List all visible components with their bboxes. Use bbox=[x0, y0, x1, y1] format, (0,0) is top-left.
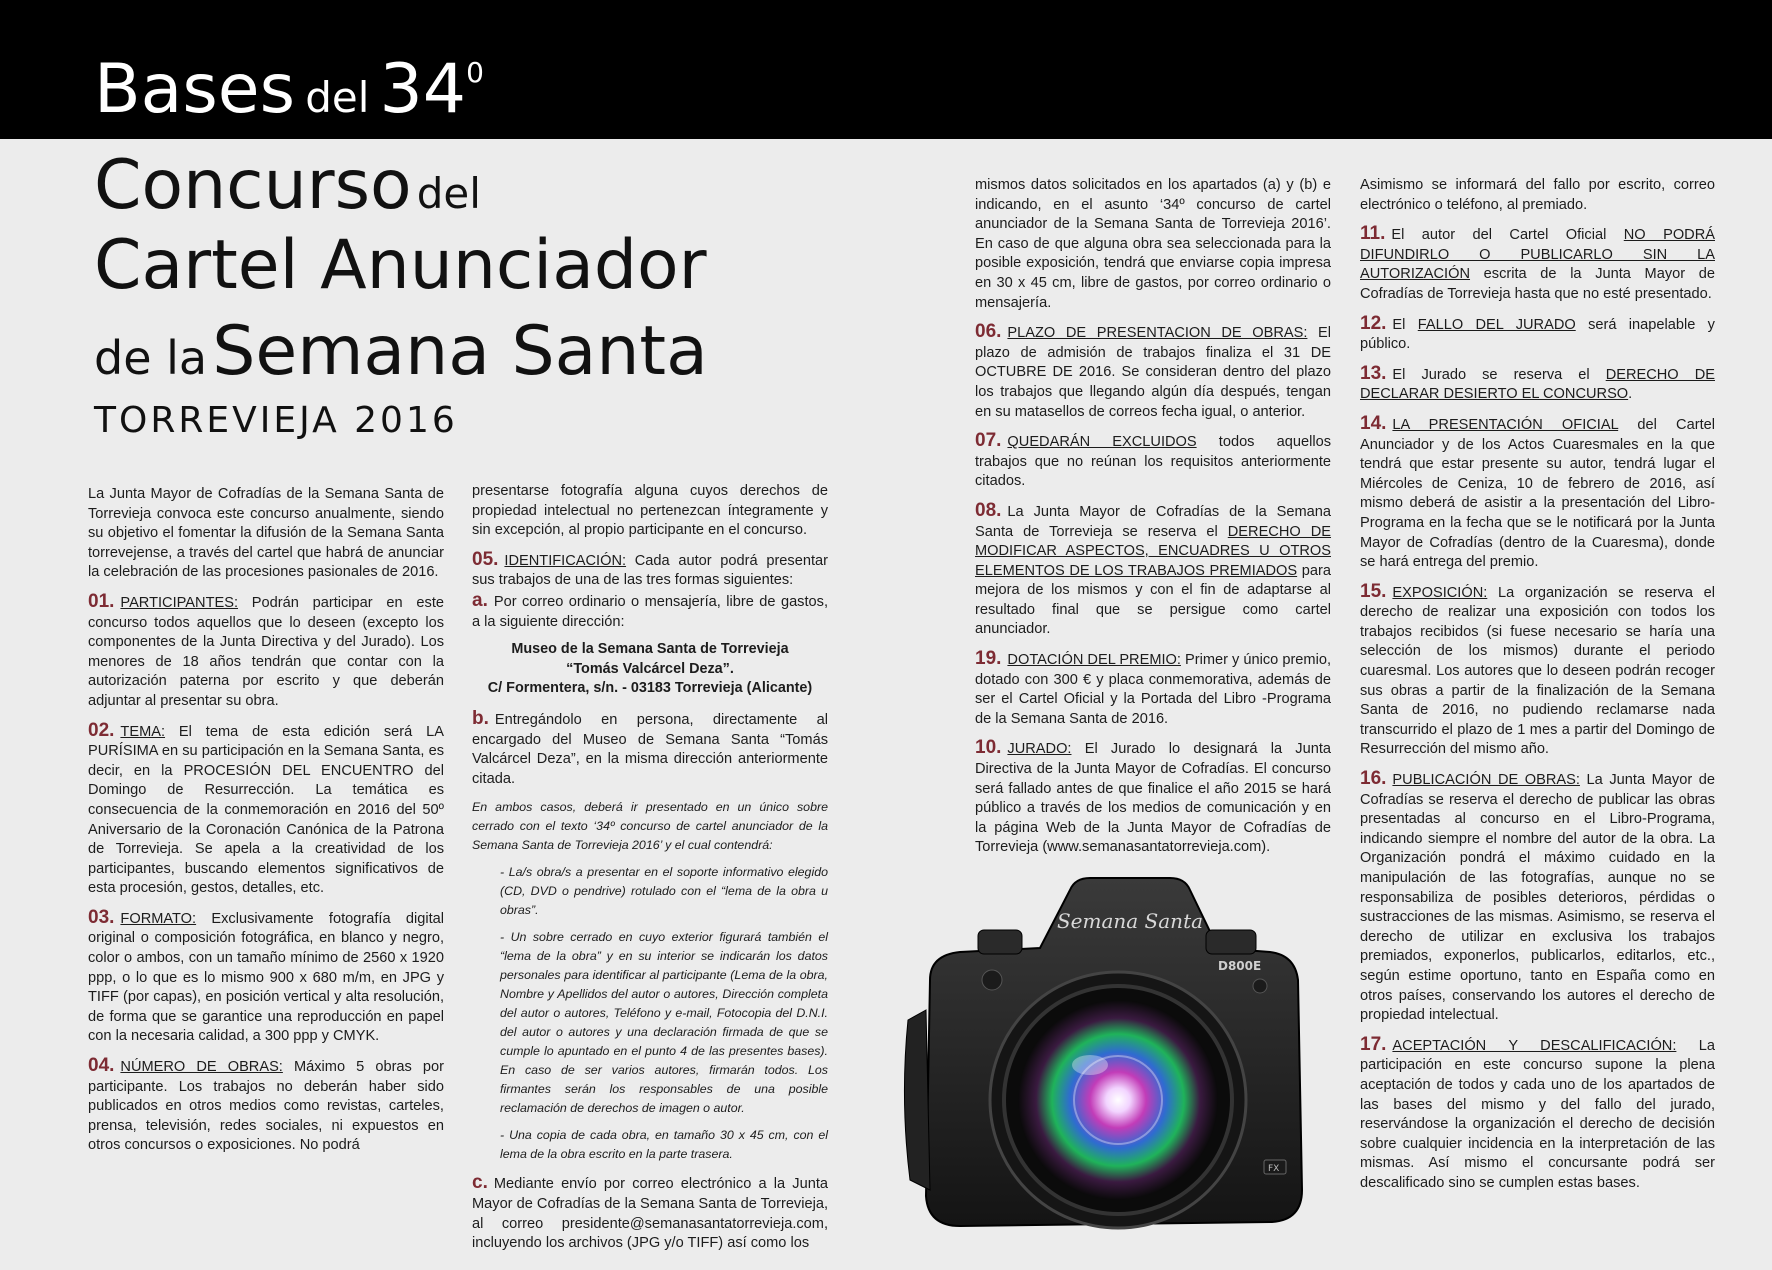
section-17: 17. ACEPTACIÓN Y DESCALIFICACIÓN: La participación en este concurso supone la plena aceptación de todos y cada uno de los apartados de las bases del mismo y del fallo del jurado, reservándose la organización el derecho de decisión sobre cualquier incidencia en la interpretación de las mismas. Así mismo el concursante podrá ser descalificado sino se cumplen estas bases. bbox=[1360, 1033, 1715, 1191]
section-05-c: c. Mediante envío por correo electrónico a la Junta Mayor de Cofradías de la Semana Santa de Torrevieja, al correo presidente@semanasantatorrevieja.com, incluyendo los archivos (JPG y/o TIFF) así como los bbox=[472, 1172, 828, 1252]
section-10: 10. JURADO: El Jurado lo designará la Junta Directiva de la Junta Mayor de Cofradías. El concurso será fallado antes de que finalice el año 2015 se hará público a través de los medios de comunicación y en la página Web de la Junta Mayor de Cofradías de Torrevieja (www.semanasantatorrevieja.com). bbox=[975, 737, 1331, 856]
column-3 bbox=[975, 176, 1331, 867]
title-line-4: de la Semana Santa bbox=[94, 312, 708, 391]
column-4 bbox=[1360, 176, 1715, 1203]
title-subtitle: TORREVIEJA 2016 bbox=[94, 400, 458, 441]
camera-lens bbox=[990, 972, 1246, 1228]
section-08: 08. La Junta Mayor de Cofradías de la Semana Santa de Torrevieja se reserva el DERECHO DE MODIFICAR ASPECTOS, ENCUADRES U OTROS ELEMENTOS DE LOS TRABAJOS PREMIADOS para mejora de los mismos y con el fin de adaptarse al resultado final que se persigue como cartel anunciador. bbox=[975, 499, 1332, 638]
camera-fx-badge: FX bbox=[1268, 1164, 1280, 1174]
section-05: 05. IDENTIFICACIÓN: Cada autor podrá presentar sus trabajos de una de las tres formas siguientes: bbox=[472, 548, 828, 589]
title-line-3: Cartel Anunciador bbox=[94, 226, 707, 305]
section-06: 06. PLAZO DE PRESENTACION DE OBRAS: El plazo de admisión de trabajos finaliza el 31 DE OCTUBRE DE 2016. Se consideran dentro del plazo los trabajos que llegando algún día después, tengan en su matasellos de correos fecha igual, o anterior. bbox=[975, 321, 1332, 420]
section-05-c-continued: mismos datos solicitados en los apartados (a) y (b) e indicando, en el asunto ‘34º concurso de cartel anunciador de la Semana Santa de Torrevieja 2016’. En caso de que alguna obra sea seleccionada para la posible exposición, tendrá que enviarse copia impresa en 30 x 45 cm, libre de gastos, por correo ordinario o mensajería. bbox=[975, 177, 1331, 311]
section-10-continued: Asimismo se informará del fallo por escrito, correo electrónico o teléfono, al premiado. bbox=[1360, 177, 1715, 213]
section-15: 15. EXPOSICIÓN: La organización se reserva el derecho de realizar una exposición con todos los trabajos recibidos (si fuese necesario se haría una selección de los mismos) durante el periodo cuaresmal. Los autores que lo deseen podrán recoger sus obras a partir de la finalización de la Semana Santa de 2016, no pudiendo reclamarse nada transcurrido el plazo de 1 mes a partir del Domingo de Resurrección del mismo año. bbox=[1360, 580, 1715, 758]
section-19: 19. DOTACIÓN DEL PREMIO: Primer y único premio, dotado con 300 € y placa conmemorativa, además de ser el Cartel Oficial y la Portada del Libro -Programa de la Semana Santa de 2016. bbox=[975, 648, 1331, 727]
section-04-continued: presentarse fotografía alguna cuyos derechos de propiedad intelectual no pertenezcan íntegramente y sin excepción, al propio participante en el concurso. bbox=[472, 483, 828, 539]
section-12: 12. El FALLO DEL JURADO será inapelable y público. bbox=[1360, 312, 1715, 353]
camera-brand-script: Semana Santa bbox=[1056, 909, 1204, 933]
section-05-b: b. Entregándolo en persona, directamente al encargado del Museo de Semana Santa “Tomás Valcárcel Deza”, en la misma dirección anteriormente citada. bbox=[472, 707, 828, 787]
column-2 bbox=[472, 482, 828, 1263]
section-03: 03. FORMATO: Exclusivamente fotografía digital original o composición fotográfica, en blanco y negro, color o ambos, con un tamaño mínimo de 2560 x 1920 ppp, o lo que es lo mismo 900 x 680 m/m, en JPG y TIFF (por capas), en posición vertical y alta resolución, de forma que se garantice una reproducción en papel con la necesaria calidad, a 300 ppp y CMYK. bbox=[88, 906, 444, 1045]
museum-address: Museo de la Semana Santa de Torrevieja “Tomás Valcárcel Deza”. C/ Formentera, s/n. - 03183 Torrevieja (Alicante) bbox=[487, 641, 813, 697]
camera-model-label: D800E bbox=[1218, 959, 1262, 973]
section-02: 02. TEMA: El tema de esta edición será LA PURÍSIMA en su participación en la Semana Santa, es decir, en la PROCESIÓN DEL ENCUENTRO del Domingo de Resurrección. La temática es consecuencia de la conmemoración en 2016 del 50º Aniversario de la Coronación Canónica de la Patrona de Torrevieja. Se apela a la creatividad de los participantes, buscando elementos significativos de esta procesión, gestos, detalles, etc. bbox=[88, 719, 444, 897]
envelope-instructions: En ambos casos, deberá ir presentado en un único sobre cerrado con el texto ‘34º concurso de cartel anunciador de la Semana Santa de Torrevieja 2016’ y el cual contendrá: - La/s obra/s a presentar en el soporte informativo elegido (CD, DVD o pendrive) rotulado con el “lema de la obra u obras”. - Un sobre cerrado en cuyo exterior figurará también el “lema de la obra” y en su interior se indicarán los datos personales para identificar al participante (Lema de la obra, Nombre y Apellidos del autor o autores, Dirección completa del autor o autores, Teléfono y e-mail, Fotocopia del D.N.I. del autor o autores y una declaración firmada de que se cumple lo apuntado en el punto 4 de las presentes bases). En caso de ser varios autores, firmarán todos. Los firmantes serán los responsables de una posible reclamación de derechos de imagen o autor. - Una copia de cada obra, en tamaño 30 x 45 cm, con el lema de la obra escrito en la parte trasera. bbox=[472, 800, 828, 1162]
section-13: 13. El Jurado se reserva el DERECHO DE DECLARAR DESIERTO EL CONCURSO. bbox=[1360, 362, 1715, 403]
section-07: 07. QUEDARÁN EXCLUIDOS todos aquellos trabajos que no reúnan los requisitos anteriormente citados. bbox=[975, 430, 1331, 490]
camera-illustration bbox=[900, 860, 1320, 1240]
intro-paragraph: La Junta Mayor de Cofradías de la Semana Santa de Torrevieja convoca este concurso anualmente, siendo su objetivo el fomentar la difusión de la Semana Santa torrevejense, a través del cartel que habrá de anunciar la celebración de las procesiones pasionales de 2016. bbox=[88, 486, 444, 581]
section-04: 04. NÚMERO DE OBRAS: Máximo 5 obras por participante. Los trabajos no deberán haber sido publicados en otros medios como revistas, carteles, prensa, televisión, redes sociales, ni expuestos en otros concursos o exposiciones. No podrá bbox=[88, 1055, 445, 1154]
title-line-2: Concurso del bbox=[94, 146, 481, 225]
title-line-1: Bases del $34^0$ bbox=[94, 50, 484, 129]
section-16: 16. PUBLICACIÓN DE OBRAS: La Junta Mayor de Cofradías se reserva el derecho de publicar las obras presentadas al concurso en el Libro-Programa, indicando siempre el nombre del autor de la obra. La Organización pondrá el máximo cuidado en la manipulación de las fotografías, aunque no se responsabiliza de posibles deterioros, pérdidas o sustracciones de las mismas. Asimismo, se reserva el derecho de utilizar en exclusiva los trabajos premiados, exponerlos, publicarlos, editarlos, etc., según estime oportuno, tanto en España como en otros países, conservando los autores el derecho de propiedad intelectual. bbox=[1360, 768, 1716, 1024]
section-11: 11. El autor del Cartel Oficial NO PODRÁ DIFUNDIRLO O PUBLICARLO SIN LA AUTORIZACIÓN escrita de la Junta Mayor de Cofradías de Torrevieja hasta que no esté presentado. bbox=[1360, 223, 1715, 302]
section-05-a: a. Por correo ordinario o mensajería, libre de gastos, a la siguiente dirección: bbox=[472, 589, 828, 630]
section-01: 01. PARTICIPANTES: Podrán participar en este concurso todos aquellos que lo deseen (excepto los componentes de la Junta Directiva y del Jurado). Los menores de 18 años tendrán que contar con la autorización paterna por escrito y que deberán adjuntar al presentar su obra. bbox=[88, 590, 445, 709]
section-14: 14. LA PRESENTACIÓN OFICIAL del Cartel Anunciador y de los Actos Cuaresmales en la que tendrá que estar presente su autor, tendrá lugar el Miércoles de Ceniza, 10 de febrero de 2016, así mismo deberá de asistir a la presentación del Libro-Programa en la fecha que se le notificará por la Junta Mayor de Cofradías (dentro de la Cuaresma), donde se hará entrega del premio. bbox=[1360, 412, 1715, 571]
column-1 bbox=[88, 485, 444, 1165]
